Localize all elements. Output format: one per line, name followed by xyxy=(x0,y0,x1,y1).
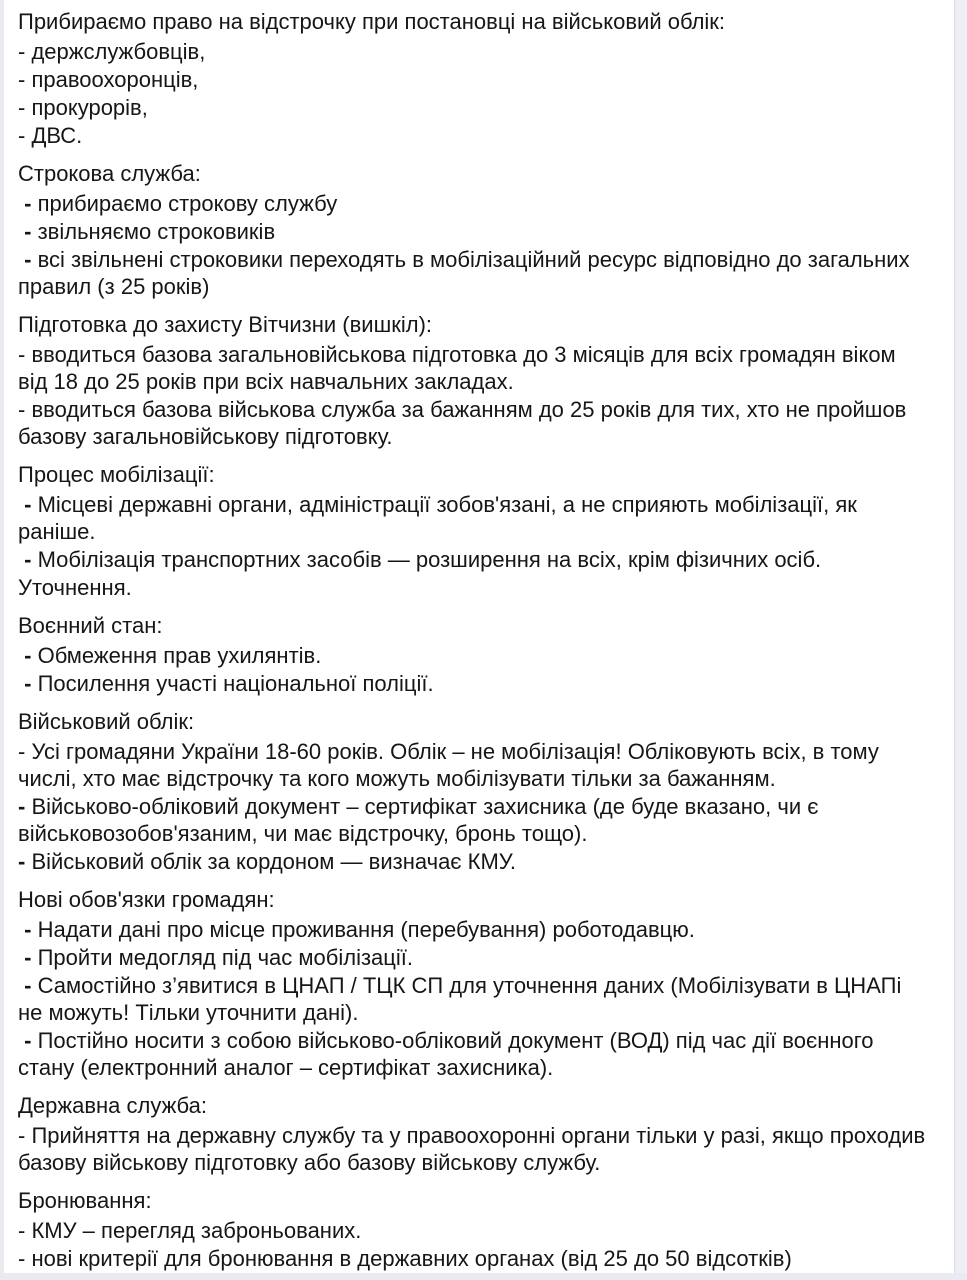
text-section xyxy=(18,1187,928,1272)
bullet-text: Усі громадяни України 18-60 років. Облік – не мобілізація! Обліковують всіх, в тому числі, хто має відстрочку та кого можуть мобілізувати тільки за бажанням. xyxy=(18,739,886,791)
bullet-item xyxy=(18,793,928,847)
scrollbar-gutter xyxy=(954,0,967,1280)
text-section xyxy=(18,612,928,697)
bullet-marker: - xyxy=(18,39,32,64)
bullet-marker: - xyxy=(18,123,32,148)
bullet-item xyxy=(18,670,928,697)
bullet-text: нові критерії для бронювання в державних органах (від 25 до 50 відсотків) xyxy=(31,1246,792,1271)
bullet-item xyxy=(18,1245,928,1272)
section-heading: Воєнний стан: xyxy=(18,613,163,638)
bullet-text: вводиться базова військова служба за бажанням до 25 років для тих, хто не пройшов базову загальновійськову підготовку. xyxy=(18,397,913,449)
bullet-text: Військовий облік за кордоном — визначає КМУ. xyxy=(31,849,516,874)
bullet-text: Уточнення. xyxy=(18,575,132,600)
section-items xyxy=(18,1217,928,1272)
bullet-item xyxy=(18,396,928,450)
section-heading: Нові обов'язки громадян: xyxy=(18,887,275,912)
section-items xyxy=(18,38,928,149)
bullet-text: Обмеження прав ухилянтів. xyxy=(37,643,322,668)
text-section xyxy=(18,8,928,149)
bullet-text: Надати дані про місце проживання (перебування) роботодавцю. xyxy=(37,917,695,942)
section-items xyxy=(18,1122,932,1176)
section-heading: Процес мобілізації: xyxy=(18,462,215,487)
page-bottom-edge xyxy=(0,1273,967,1280)
text-section xyxy=(18,160,928,300)
section-items xyxy=(18,341,928,450)
bullet-item xyxy=(18,122,928,149)
section-items xyxy=(18,190,928,300)
bullet-marker: - xyxy=(18,739,32,764)
bullet-marker: - xyxy=(18,794,32,819)
bullet-item xyxy=(18,848,928,875)
text-section xyxy=(18,708,928,875)
bullet-text: держслужбовців, xyxy=(31,39,206,64)
bullet-marker: - xyxy=(18,247,38,272)
bullet-item xyxy=(18,94,928,121)
bullet-item xyxy=(18,38,928,65)
bullet-marker: - xyxy=(18,492,38,517)
bullet-marker: - xyxy=(18,547,38,572)
bullet-marker: - xyxy=(18,1246,32,1271)
bullet-marker: - xyxy=(18,643,38,668)
text-section xyxy=(18,886,928,1081)
bullet-marker: - xyxy=(18,95,32,120)
bullet-item xyxy=(18,738,928,792)
text-section xyxy=(18,1092,932,1176)
bullet-item xyxy=(18,218,928,245)
bullet-item xyxy=(18,916,928,943)
bullet-item xyxy=(18,1027,928,1081)
bullet-marker: - xyxy=(18,1218,32,1243)
bullet-item xyxy=(18,1217,928,1244)
bullet-text: звільняємо строковиків xyxy=(37,219,276,244)
section-heading: Державна служба: xyxy=(18,1093,207,1118)
bullet-text: Посилення участі національної поліції. xyxy=(37,671,434,696)
bullet-text: прибираємо строкову службу xyxy=(37,191,338,216)
bullet-item xyxy=(18,66,928,93)
section-items xyxy=(18,916,928,1081)
bullet-marker: - xyxy=(18,1028,38,1053)
bullet-item xyxy=(18,546,928,573)
bullet-marker: - xyxy=(18,973,38,998)
bullet-text: всі звільнені строковики переходять в мобілізаційний ресурс відповідно до загальних правил (з 25 років) xyxy=(18,247,916,299)
bullet-text: Мобілізація транспортних засобів — розширення на всіх, крім фізичних осіб. xyxy=(37,547,822,572)
bullet-item xyxy=(18,491,928,545)
bullet-marker: - xyxy=(18,219,38,244)
bullet-item xyxy=(18,972,928,1026)
bullet-item xyxy=(18,246,928,300)
bullet-text: правоохоронців, xyxy=(31,67,199,92)
bullet-item xyxy=(18,574,928,601)
bullet-marker: - xyxy=(18,397,32,422)
bullet-marker: - xyxy=(18,671,38,696)
bullet-marker: - xyxy=(18,849,32,874)
bullet-item xyxy=(18,642,928,669)
section-heading: Підготовка до захисту Вітчизни (вишкіл): xyxy=(18,312,433,337)
bullet-marker: - xyxy=(18,945,38,970)
section-items xyxy=(18,738,928,875)
section-heading: Бронювання: xyxy=(18,1188,152,1213)
bullet-text: Постійно носити з собою військово-обліковий документ (ВОД) під час дії воєнного стану (електронний аналог – сертифікат захисника). xyxy=(18,1028,880,1080)
bullet-text: Місцеві державні органи, адміністрації зобов'язані, а не сприяють мобілізації, як раніше. xyxy=(18,492,863,544)
bullet-text: ДВС. xyxy=(31,123,83,148)
bullet-item xyxy=(18,190,928,217)
bullet-text: прокурорів, xyxy=(31,95,148,120)
bullet-marker: - xyxy=(18,191,38,216)
section-heading: Строкова служба: xyxy=(18,161,201,186)
section-heading: Прибираємо право на відстрочку при постановці на військовий облік: xyxy=(18,9,726,34)
text-section xyxy=(18,311,928,450)
bullet-text: Самостійно з’явитися в ЦНАП / ТЦК СП для уточнення даних (Мобілізувати в ЦНАПі не можуть! Тільки уточнити дані). xyxy=(18,973,908,1025)
bullet-text: вводиться базова загальновійськова підготовка до 3 місяців для всіх громадян віком від 18 до 25 років при всіх навчальних закладах. xyxy=(18,342,902,394)
bullet-item xyxy=(18,1122,932,1176)
bullet-marker: - xyxy=(18,342,32,367)
bullet-text: Військово-обліковий документ – сертифікат захисника (де буде вказано, чи є військовозобов'язаним, чи має відстрочку, бронь тощо). xyxy=(18,794,825,846)
bullet-item xyxy=(18,341,928,395)
bullet-item xyxy=(18,944,928,971)
bullet-text: Пройти медогляд під час мобілізації. xyxy=(37,945,413,970)
bullet-marker: - xyxy=(18,67,32,92)
bullet-marker: - xyxy=(18,1123,32,1148)
section-heading: Військовий облік: xyxy=(18,709,195,734)
section-items xyxy=(18,642,928,697)
text-section xyxy=(18,461,928,601)
section-items xyxy=(18,491,928,601)
document-text-area xyxy=(4,0,954,1273)
bullet-text: Прийняття на державну службу та у правоохоронні органи тільки у разі, якщо проходив базову військову підготовку або базову військову службу. xyxy=(18,1123,932,1175)
bullet-text: КМУ – перегляд заброньованих. xyxy=(31,1218,362,1243)
bullet-marker: - xyxy=(18,917,38,942)
